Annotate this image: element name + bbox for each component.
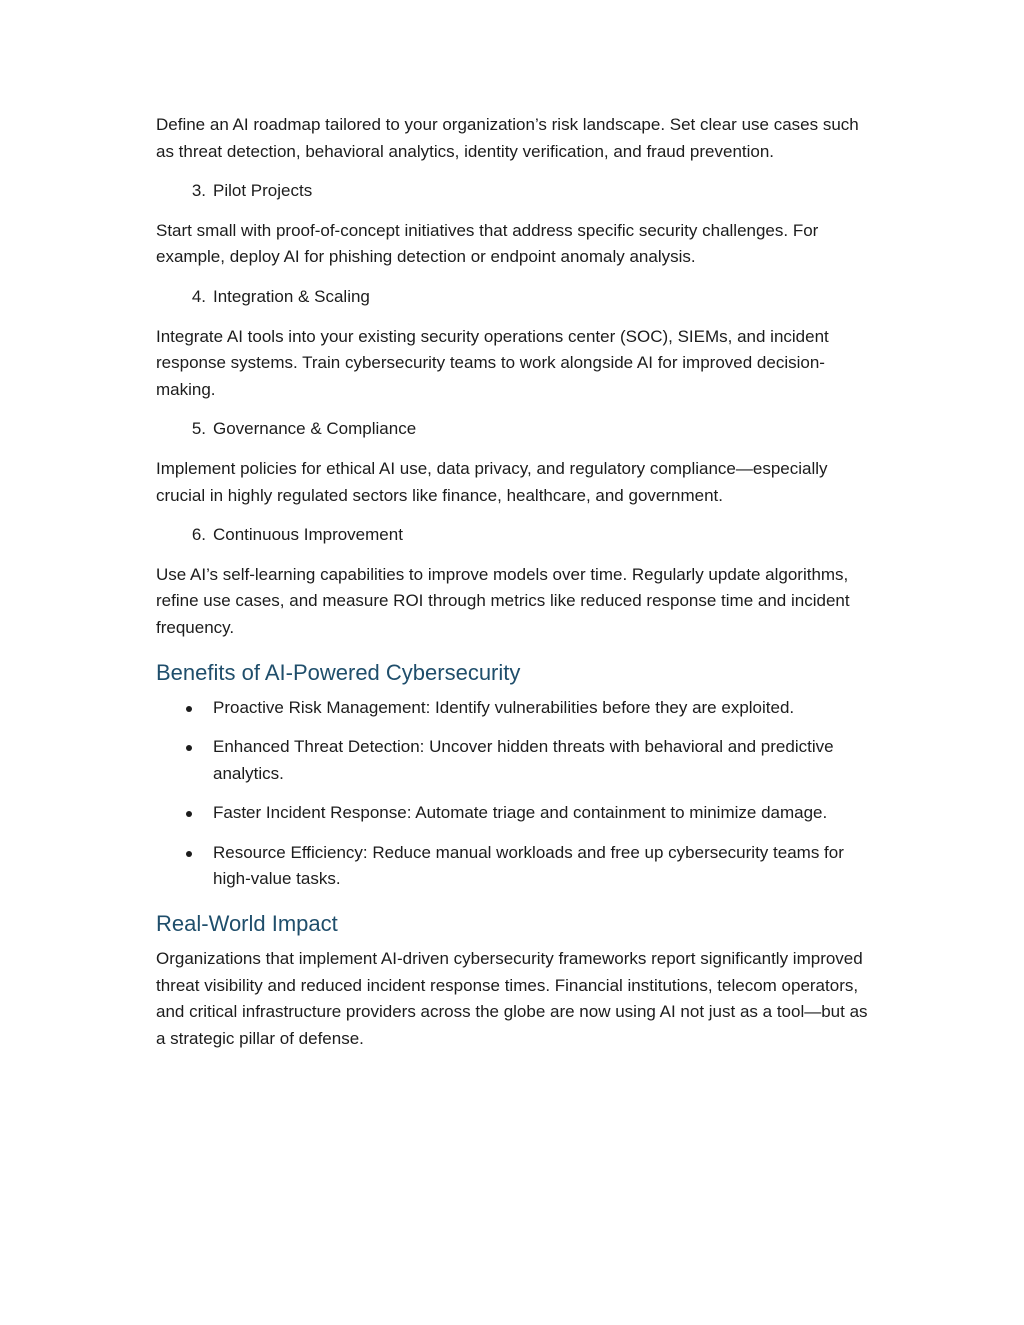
paragraph-improvement: Use AI’s self-learning capabilities to improve models over time. Regularly update algorithms, refine use cases, and measure ROI through metrics like reduced response time and incident frequency. — [156, 564, 850, 637]
benefit-text: Enhanced Threat Detection: Uncover hidden threats with behavioral and predictive analytics. — [213, 737, 834, 783]
benefit-text: Proactive Risk Management: Identify vulnerabilities before they are exploited. — [213, 697, 795, 717]
step-number: 5. — [191, 419, 206, 439]
paragraph-governance: Implement policies for ethical AI use, data privacy, and regulatory compliance—especially crucial in highly regulated sectors like finance, healthcare, and government. — [156, 458, 828, 505]
step-item-governance-compliance — [156, 416, 868, 443]
bullet-icon — [156, 734, 213, 787]
step-label: Continuous Improvement — [213, 525, 403, 545]
heading-real-world-impact: Real-World Impact — [156, 911, 338, 937]
bullet-icon — [156, 800, 213, 827]
step-label: Integration & Scaling — [213, 286, 370, 306]
step-item-pilot-projects — [156, 178, 868, 205]
list-item — [156, 800, 868, 827]
paragraph-impact: Organizations that implement AI-driven cybersecurity frameworks report significantly improved threat visibility and reduced incident response times. Financial institutions, telecom operators, and critical infrastructure providers across the globe are now using AI not just as a tool—but as a strategic pillar of defense. — [156, 949, 868, 1048]
list-item — [156, 695, 868, 722]
document-page — [156, 112, 868, 1065]
step-number: 6. — [191, 525, 206, 545]
step-item-continuous-improvement — [156, 522, 868, 549]
heading-benefits: Benefits of AI-Powered Cybersecurity — [156, 659, 521, 685]
step-item-integration-scaling — [156, 284, 868, 311]
paragraph-integration: Integrate AI tools into your existing security operations center (SOC), SIEMs, and incident response systems. Train cybersecurity teams to work alongside AI for improved decision-making. — [156, 326, 829, 399]
bullet-icon — [156, 840, 213, 893]
bullet-icon — [156, 695, 213, 722]
paragraph-pilot: Start small with proof-of-concept initiatives that address specific security challenges. For example, deploy AI for phishing detection or endpoint anomaly analysis. — [156, 220, 819, 267]
benefit-text: Faster Incident Response: Automate triage and containment to minimize damage. — [213, 803, 828, 823]
step-number: 4. — [191, 286, 206, 306]
step-label: Governance & Compliance — [213, 419, 417, 439]
benefits-list — [156, 695, 868, 894]
benefit-text: Resource Efficiency: Reduce manual workloads and free up cybersecurity teams for high-value tasks. — [213, 842, 844, 889]
step-number: 3. — [191, 181, 206, 201]
list-item — [156, 734, 868, 787]
list-item — [156, 840, 868, 893]
step-label: Pilot Projects — [213, 181, 313, 201]
paragraph-roadmap: Define an AI roadmap tailored to your organization’s risk landscape. Set clear use cases such as threat detection, behavioral analytics, identity verification, and fraud prevention. — [156, 115, 859, 161]
